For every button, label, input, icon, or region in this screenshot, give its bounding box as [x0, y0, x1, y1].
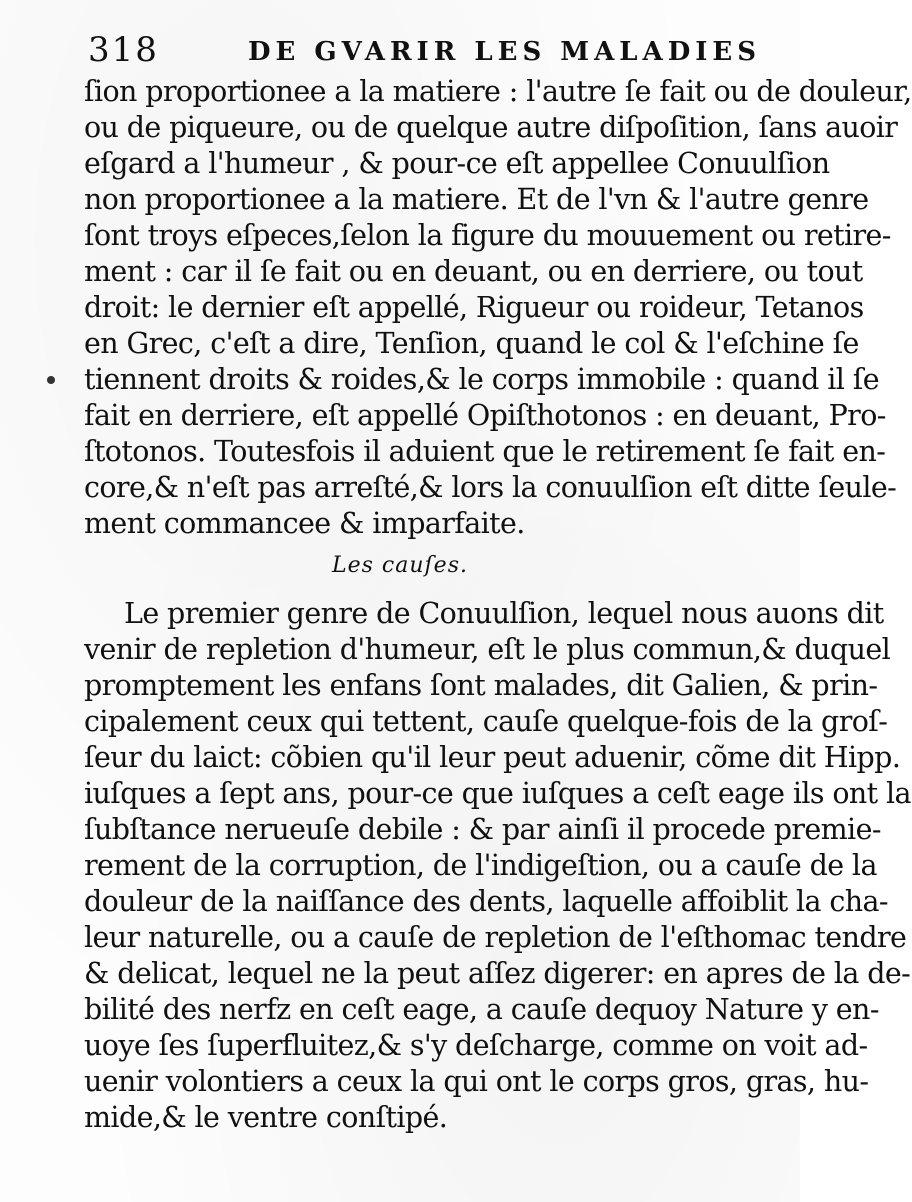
text-line: ſion proportionee a la matiere : l'autre ſe fait ou de douleur, [84, 75, 912, 108]
text-line: Le premier genre de Conuulſion, lequel nous auons dit [124, 597, 884, 630]
text-line: venir de repletion d'humeur, eſt le plus commun,& duquel [84, 633, 891, 666]
running-title: DE GVARIR LES MALADIES [248, 37, 762, 67]
text-line: eſgard a l'humeur , & pour-ce eſt appellee Conuulſion [84, 147, 830, 180]
running-head [88, 30, 800, 70]
paragraph-definition [84, 74, 912, 542]
text-line: ſeur du laict: cõbien qu'il leur peut aduenir, cõme dit Hipp. [84, 741, 901, 774]
text-line: rement de la corruption, de l'indigeſtion, ou a cauſe de la [84, 849, 877, 882]
text-line: & delicat, lequel ne la peut aſſez digerer: en apres de la de- [84, 957, 911, 990]
text-line: fait en derriere, eſt appellé Opiſthotonos : en deuant, Pro- [84, 399, 886, 432]
text-line: promptement les enfans ſont malades, dit Galien, & prin- [84, 669, 878, 702]
text-line: leur naturelle, ou a cauſe de repletion de l'eſthomac tendre [84, 921, 907, 954]
text-line: douleur de la naiſſance des dents, laquelle affoiblit la cha- [84, 885, 888, 918]
text-line: ſont troys eſpeces,ſelon la figure du mouuement ou retire- [84, 219, 891, 252]
text-line: cipalement ceux qui tettent, cauſe quelque-fois de la groſ- [84, 705, 888, 738]
text-line: ment : car il ſe fait ou en deuant, ou en derriere, ou tout [84, 255, 863, 288]
text-line: bilité des nerfz en ceſt eage, a cauſe dequoy Nature y en- [84, 993, 879, 1026]
section-heading-causes: Les cauſes. [332, 553, 468, 578]
text-line: non proportionee a la matiere. Et de l'vn & l'autre genre [84, 183, 869, 216]
text-line: ſubſtance nerueuſe debile : & par ainſi il procede premie- [84, 813, 881, 846]
text-line: tiennent droits & roides,& le corps immobile : quand il ſe [84, 363, 879, 396]
text-line: core,& n'eſt pas arreſté,& lors la conuulſion eſt ditte ſeule- [84, 471, 897, 504]
text-line: uoye ſes ſuperfluitez,& s'y deſcharge, comme on voit ad- [84, 1029, 868, 1062]
text-line: uenir volontiers a ceux la qui ont le corps gros, gras, hu- [84, 1065, 869, 1098]
text-line: droit: le dernier eſt appellé, Rigueur ou roideur, Tetanos [84, 291, 864, 324]
text-line: iuſques a ſept ans, pour-ce que iuſques a ceſt eage ils ont la [84, 777, 911, 810]
text-line: mide,& le ventre conſtipé. [84, 1101, 448, 1134]
text-line: ou de piqueure, ou de quelque autre diſpoſition, ſans auoir [84, 111, 898, 144]
text-line: ment commancee & imparfaite. [84, 507, 525, 540]
paragraph-causes [84, 596, 911, 1136]
text-line: en Grec, c'eſt a dire, Tenſion, quand le col & l'eſchine ſe [84, 327, 859, 360]
margin-asterisk-icon [47, 376, 55, 384]
text-line: ſtotonos. Toutesfois il aduient que le retirement ſe fait en- [84, 435, 886, 468]
page-number: 318 [88, 30, 159, 70]
